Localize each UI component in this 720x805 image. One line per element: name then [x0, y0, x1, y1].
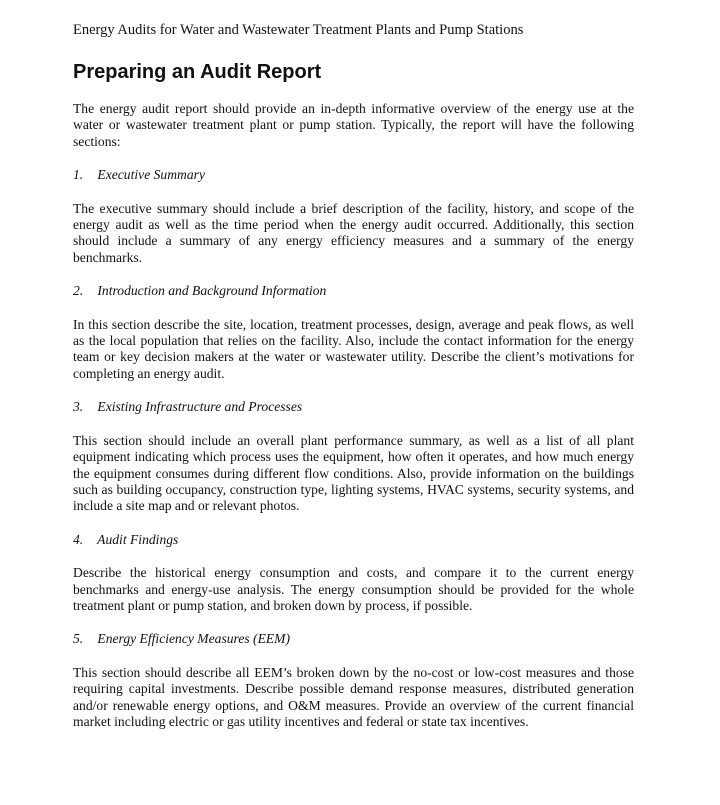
section-title: Audit Findings [97, 531, 179, 547]
section-number: 4. [73, 531, 84, 547]
section-body: This section should describe all EEM’s broken down by the no-cost or low-cost measures and those requiring capital investments. Describe possible demand response measures, distributed generation and/or renewable energy options, and O&M measures. Provide an overview of the current financial market including electric or gas utility incentives and federal or state tax incentives. [73, 664, 634, 729]
section-body: In this section describe the site, location, treatment processes, design, average and peak flows, as well as the local population that relies on the facility. Also, include the contact information for the energy team or key decision makers at the water or wastewater utility. Describe the client’s motivations for completing an energy audit. [73, 316, 634, 381]
section-existing-infrastructure [73, 399, 634, 514]
section-heading [73, 631, 634, 647]
section-number: 1. [73, 167, 84, 183]
section-number: 3. [73, 399, 84, 415]
intro-paragraph: The energy audit report should provide an in-depth informative overview of the energy use at the water or wastewater treatment plant or pump station. Typically, the report will have the following sections: [73, 101, 634, 149]
section-number: 2. [73, 283, 84, 299]
section-title: Executive Summary [97, 167, 205, 183]
section-title: Introduction and Background Information [97, 283, 327, 299]
section-heading [73, 532, 634, 548]
section-title: Existing Infrastructure and Processes [97, 399, 303, 415]
section-heading [73, 283, 634, 299]
section-body: This section should include an overall plant performance summary, as well as a list of all plant equipment indicating which process uses the equipment, how often it operates, and how much energy the equipment consumes during different flow conditions. Also, provide information on the buildings such as building occupancy, construction type, lighting systems, HVAC systems, security systems, and include a site map and or relevant photos. [73, 432, 634, 514]
section-number: 5. [73, 631, 84, 647]
section-executive-summary [73, 167, 634, 266]
section-introduction-background [73, 283, 634, 382]
running-header: Energy Audits for Water and Wastewater Treatment Plants and Pump Stations [73, 22, 524, 38]
section-body: The executive summary should include a brief description of the facility, history, and scope of the energy audit as well as the time period when the energy audit occurred. Additionally, this section should include a summary of any energy efficiency measures and a summary of the energy benchmarks. [73, 200, 634, 265]
section-heading [73, 399, 634, 415]
section-audit-findings [73, 532, 634, 615]
section-heading [73, 167, 634, 183]
page-title: Preparing an Audit Report [73, 61, 322, 83]
section-body: Describe the historical energy consumption and costs, and compare it to the current energy benchmarks and energy-use analysis. The energy consumption should be provided for the whole treatment plant or pump station, and broken down by process, if possible. [73, 565, 634, 613]
section-energy-efficiency-measures [73, 631, 634, 730]
section-title: Energy Efficiency Measures (EEM) [97, 631, 291, 647]
